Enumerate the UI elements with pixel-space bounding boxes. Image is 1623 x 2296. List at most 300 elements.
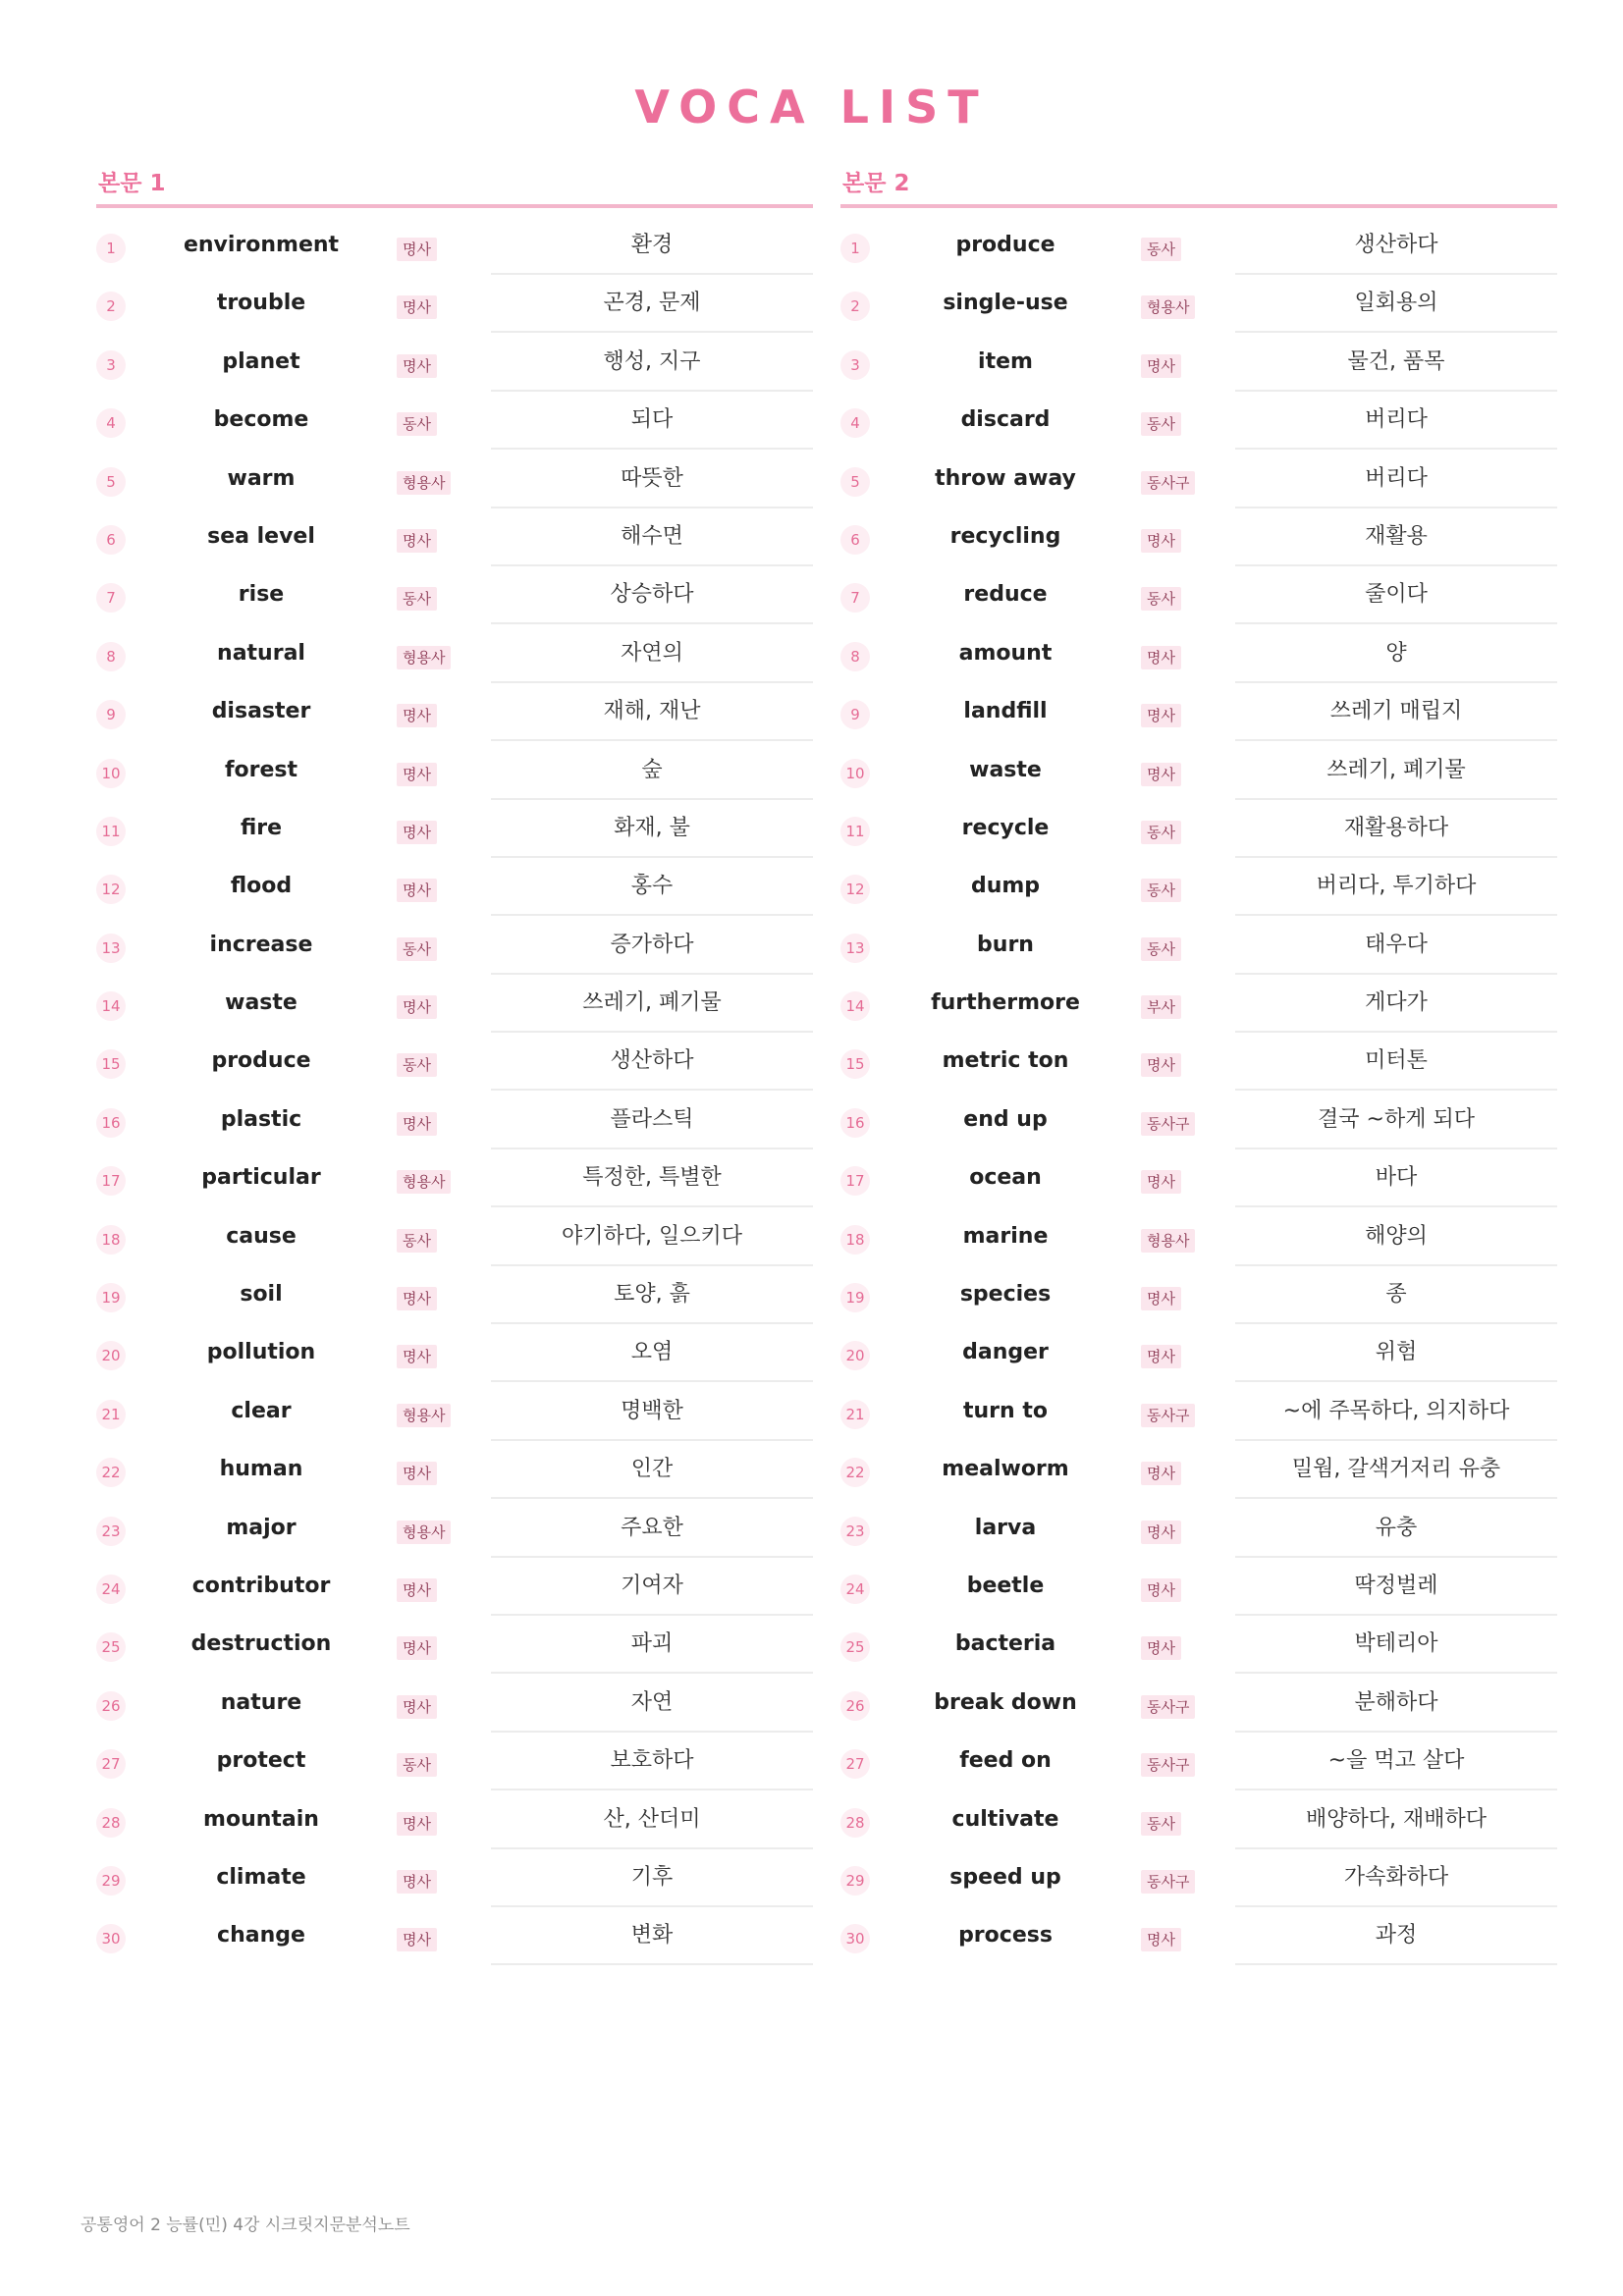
entry-number: 24 bbox=[840, 1575, 870, 1604]
vocab-row bbox=[840, 1792, 1557, 1850]
vocab-meaning: 밀웜, 갈색거저리 유충 bbox=[1235, 1442, 1557, 1499]
section-heading: 본문 2 bbox=[840, 165, 1557, 208]
vocab-row bbox=[96, 1501, 813, 1559]
vocab-row bbox=[96, 743, 813, 801]
entry-number: 15 bbox=[840, 1049, 870, 1079]
vocab-row bbox=[96, 1559, 813, 1617]
entry-number: 30 bbox=[96, 1924, 126, 1953]
vocab-row bbox=[840, 1442, 1557, 1500]
entry-number: 7 bbox=[96, 583, 126, 613]
vocab-row bbox=[96, 626, 813, 684]
vocab-row bbox=[840, 1734, 1557, 1791]
part-of-speech-badge: 명사 bbox=[397, 704, 437, 727]
vocab-row bbox=[96, 452, 813, 509]
part-of-speech-badge: 명사 bbox=[397, 1695, 437, 1719]
entry-number: 18 bbox=[96, 1225, 126, 1255]
vocab-row bbox=[840, 801, 1557, 859]
vocab-row bbox=[840, 1617, 1557, 1675]
vocab-meaning: 쓰레기, 폐기물 bbox=[1235, 743, 1557, 800]
vocab-row bbox=[96, 1850, 813, 1908]
section-1 bbox=[96, 165, 813, 1967]
vocab-meaning: 가속화하다 bbox=[1235, 1850, 1557, 1907]
entry-number: 5 bbox=[96, 467, 126, 497]
part-of-speech-badge: 명사 bbox=[397, 1870, 437, 1894]
vocab-meaning: 상승하다 bbox=[491, 567, 813, 624]
vocab-meaning: 버리다 bbox=[1235, 452, 1557, 508]
part-of-speech-badge: 명사 bbox=[397, 238, 437, 261]
vocab-row bbox=[96, 1325, 813, 1383]
vocab-meaning: 박테리아 bbox=[1235, 1617, 1557, 1674]
part-of-speech-badge: 동사 bbox=[1141, 1812, 1181, 1836]
entry-number: 26 bbox=[96, 1691, 126, 1721]
vocab-row bbox=[96, 276, 813, 334]
vocab-word: amount bbox=[958, 640, 1053, 666]
entry-number: 23 bbox=[96, 1517, 126, 1546]
vocab-row bbox=[96, 1209, 813, 1267]
vocab-row bbox=[96, 1442, 813, 1500]
vocab-meaning: 환경 bbox=[491, 218, 813, 275]
part-of-speech-badge: 명사 bbox=[397, 1112, 437, 1136]
vocab-word: destruction bbox=[190, 1631, 332, 1657]
footer-source: 공통영어 2 능률(민) 4강 시크릿지문분석노트 bbox=[81, 2216, 410, 2235]
vocab-word: turn to bbox=[963, 1398, 1048, 1423]
vocab-word: dump bbox=[970, 874, 1041, 899]
entry-number: 10 bbox=[96, 759, 126, 788]
vocab-word: mountain bbox=[203, 1806, 319, 1832]
vocab-word: marine bbox=[962, 1223, 1049, 1249]
vocab-meaning: ~에 주목하다, 의지하다 bbox=[1235, 1384, 1557, 1441]
vocab-word: nature bbox=[220, 1689, 302, 1715]
vocab-word: discard bbox=[960, 407, 1051, 433]
entry-number: 17 bbox=[840, 1166, 870, 1196]
entry-number: 4 bbox=[96, 408, 126, 438]
vocab-row bbox=[840, 1034, 1557, 1092]
part-of-speech-badge: 명사 bbox=[397, 529, 437, 553]
entry-number: 20 bbox=[840, 1341, 870, 1370]
part-of-speech-badge: 명사 bbox=[397, 1462, 437, 1485]
vocab-row bbox=[840, 1325, 1557, 1383]
vocab-word: disaster bbox=[211, 699, 311, 724]
vocab-row bbox=[96, 1267, 813, 1325]
entry-number: 19 bbox=[840, 1283, 870, 1312]
vocab-meaning: 종 bbox=[1235, 1267, 1557, 1324]
vocab-meaning: 생산하다 bbox=[491, 1034, 813, 1091]
vocab-meaning: 특정한, 특별한 bbox=[491, 1150, 813, 1207]
vocab-word: reduce bbox=[963, 582, 1048, 608]
vocab-row bbox=[96, 684, 813, 742]
vocab-word: waste bbox=[225, 990, 298, 1016]
vocab-meaning: 주요한 bbox=[491, 1501, 813, 1558]
vocab-meaning: 숲 bbox=[491, 743, 813, 800]
vocab-meaning: 버리다, 투기하다 bbox=[1235, 859, 1557, 916]
part-of-speech-badge: 동사구 bbox=[1141, 1112, 1195, 1136]
entry-number: 17 bbox=[96, 1166, 126, 1196]
vocab-row bbox=[840, 1908, 1557, 1966]
part-of-speech-badge: 명사 bbox=[397, 821, 437, 844]
entry-number: 26 bbox=[840, 1691, 870, 1721]
entry-number: 20 bbox=[96, 1341, 126, 1370]
vocab-word: warm bbox=[227, 465, 296, 491]
vocab-meaning: 결국 ~하게 되다 bbox=[1235, 1093, 1557, 1149]
vocab-meaning: 위험 bbox=[1235, 1325, 1557, 1382]
vocab-meaning: 일회용의 bbox=[1235, 276, 1557, 333]
vocab-meaning: 배양하다, 재배하다 bbox=[1235, 1792, 1557, 1849]
vocab-row bbox=[840, 626, 1557, 684]
vocab-meaning: 되다 bbox=[491, 393, 813, 450]
part-of-speech-badge: 명사 bbox=[1141, 704, 1181, 727]
entry-number: 10 bbox=[840, 759, 870, 788]
page-title: VOCA LIST bbox=[634, 80, 989, 133]
entry-number: 16 bbox=[840, 1108, 870, 1138]
vocab-word: end up bbox=[963, 1106, 1048, 1132]
vocab-meaning: 재해, 재난 bbox=[491, 684, 813, 741]
vocab-word: break down bbox=[934, 1689, 1077, 1715]
vocab-word: human bbox=[219, 1457, 303, 1482]
part-of-speech-badge: 동사구 bbox=[1141, 471, 1195, 495]
vocab-word: speed up bbox=[949, 1864, 1061, 1890]
vocab-word: rise bbox=[238, 582, 285, 608]
vocab-word: environment bbox=[183, 233, 340, 257]
entry-number: 16 bbox=[96, 1108, 126, 1138]
entry-number: 8 bbox=[96, 642, 126, 671]
vocab-row bbox=[840, 1384, 1557, 1442]
vocab-row bbox=[840, 1676, 1557, 1734]
vocab-meaning: 재활용하다 bbox=[1235, 801, 1557, 858]
vocab-word: danger bbox=[962, 1340, 1049, 1365]
section-2 bbox=[840, 165, 1557, 1967]
vocab-row bbox=[840, 1559, 1557, 1617]
part-of-speech-badge: 동사 bbox=[1141, 821, 1181, 844]
entry-number: 13 bbox=[96, 934, 126, 963]
vocab-row bbox=[840, 1209, 1557, 1267]
vocab-row bbox=[840, 218, 1557, 276]
entry-number: 5 bbox=[840, 467, 870, 497]
vocab-row bbox=[96, 1734, 813, 1791]
vocab-row bbox=[96, 976, 813, 1034]
part-of-speech-badge: 명사 bbox=[1141, 1636, 1181, 1660]
vocab-row bbox=[840, 1093, 1557, 1150]
part-of-speech-badge: 명사 bbox=[1141, 1578, 1181, 1602]
entry-number: 29 bbox=[840, 1866, 870, 1896]
vocab-row bbox=[840, 1850, 1557, 1908]
vocab-word: particular bbox=[201, 1165, 321, 1191]
entry-number: 28 bbox=[96, 1808, 126, 1838]
entry-number: 21 bbox=[840, 1400, 870, 1429]
entry-number: 2 bbox=[96, 292, 126, 321]
vocab-word: metric ton bbox=[942, 1048, 1069, 1074]
vocab-row bbox=[96, 1034, 813, 1092]
vocab-row bbox=[96, 918, 813, 976]
vocab-word: larva bbox=[974, 1515, 1037, 1540]
entry-number: 19 bbox=[96, 1283, 126, 1312]
vocab-word: clear bbox=[231, 1398, 292, 1423]
vocab-word: throw away bbox=[935, 465, 1076, 491]
part-of-speech-badge: 형용사 bbox=[397, 1521, 451, 1544]
part-of-speech-badge: 명사 bbox=[1141, 646, 1181, 669]
vocab-word: soil bbox=[240, 1282, 283, 1308]
vocab-meaning: 과정 bbox=[1235, 1908, 1557, 1965]
vocab-meaning: 재활용 bbox=[1235, 509, 1557, 566]
part-of-speech-badge: 명사 bbox=[1141, 1053, 1181, 1077]
vocab-word: ocean bbox=[969, 1165, 1042, 1191]
entry-number: 3 bbox=[96, 350, 126, 380]
vocab-word: natural bbox=[217, 640, 305, 666]
vocab-word: bacteria bbox=[954, 1631, 1056, 1657]
vocab-row bbox=[96, 1617, 813, 1675]
entry-number: 25 bbox=[840, 1632, 870, 1662]
part-of-speech-badge: 명사 bbox=[397, 1928, 437, 1951]
vocab-meaning: 보호하다 bbox=[491, 1734, 813, 1790]
vocab-word: recycle bbox=[961, 815, 1050, 840]
vocab-word: pollution bbox=[206, 1340, 316, 1365]
vocab-row bbox=[96, 335, 813, 393]
entry-number: 25 bbox=[96, 1632, 126, 1662]
entry-number: 7 bbox=[840, 583, 870, 613]
part-of-speech-badge: 명사 bbox=[397, 1287, 437, 1310]
entry-number: 14 bbox=[96, 991, 126, 1021]
part-of-speech-badge: 동사구 bbox=[1141, 1695, 1195, 1719]
vocab-meaning: 버리다 bbox=[1235, 393, 1557, 450]
vocab-meaning: 야기하다, 일으키다 bbox=[491, 1209, 813, 1266]
vocab-meaning: 태우다 bbox=[1235, 918, 1557, 975]
vocab-word: climate bbox=[216, 1864, 306, 1890]
vocab-word: beetle bbox=[966, 1573, 1045, 1598]
vocab-meaning: 바다 bbox=[1235, 1150, 1557, 1207]
vocab-word: change bbox=[217, 1923, 305, 1949]
part-of-speech-badge: 동사 bbox=[397, 1053, 437, 1077]
vocab-word: burn bbox=[977, 932, 1034, 957]
vocab-row bbox=[96, 567, 813, 625]
vocab-word: major bbox=[226, 1515, 297, 1540]
vocab-meaning: 자연 bbox=[491, 1676, 813, 1733]
part-of-speech-badge: 명사 bbox=[1141, 1287, 1181, 1310]
vocab-meaning: 쓰레기, 폐기물 bbox=[491, 976, 813, 1033]
vocab-row bbox=[840, 743, 1557, 801]
part-of-speech-badge: 형용사 bbox=[397, 1404, 451, 1427]
vocab-row bbox=[96, 393, 813, 451]
entry-number: 9 bbox=[840, 700, 870, 729]
vocab-meaning: 증가하다 bbox=[491, 918, 813, 975]
entry-number: 12 bbox=[96, 875, 126, 904]
vocab-meaning: 해수면 bbox=[491, 509, 813, 566]
entry-number: 21 bbox=[96, 1400, 126, 1429]
part-of-speech-badge: 동사 bbox=[1141, 238, 1181, 261]
part-of-speech-badge: 명사 bbox=[397, 1812, 437, 1836]
vocab-word: single-use bbox=[943, 291, 1068, 316]
part-of-speech-badge: 명사 bbox=[397, 295, 437, 319]
vocab-meaning: ~을 먹고 살다 bbox=[1235, 1734, 1557, 1790]
vocab-word: plastic bbox=[220, 1106, 302, 1132]
vocab-word: cause bbox=[226, 1223, 297, 1249]
part-of-speech-badge: 형용사 bbox=[397, 1170, 451, 1194]
vocab-meaning: 홍수 bbox=[491, 859, 813, 916]
vocab-word: recycling bbox=[949, 523, 1061, 549]
vocab-meaning: 물건, 품목 bbox=[1235, 335, 1557, 392]
vocab-meaning: 변화 bbox=[491, 1908, 813, 1965]
entry-number: 8 bbox=[840, 642, 870, 671]
entry-number: 12 bbox=[840, 875, 870, 904]
vocab-word: protect bbox=[216, 1748, 306, 1774]
vocab-meaning: 화재, 불 bbox=[491, 801, 813, 858]
part-of-speech-badge: 명사 bbox=[1141, 1170, 1181, 1194]
entry-number: 15 bbox=[96, 1049, 126, 1079]
vocab-row bbox=[840, 1150, 1557, 1208]
vocab-meaning: 파괴 bbox=[491, 1617, 813, 1674]
vocab-row bbox=[96, 509, 813, 567]
part-of-speech-badge: 명사 bbox=[397, 879, 437, 902]
entry-number: 1 bbox=[96, 234, 126, 263]
vocab-row bbox=[840, 335, 1557, 393]
vocab-meaning: 분해하다 bbox=[1235, 1676, 1557, 1733]
vocab-row bbox=[840, 918, 1557, 976]
vocab-row bbox=[840, 1267, 1557, 1325]
vocab-meaning: 따뜻한 bbox=[491, 452, 813, 508]
vocab-meaning: 행성, 지구 bbox=[491, 335, 813, 392]
vocab-meaning: 미터톤 bbox=[1235, 1034, 1557, 1091]
vocab-row bbox=[840, 684, 1557, 742]
entry-number: 2 bbox=[840, 292, 870, 321]
part-of-speech-badge: 동사 bbox=[397, 937, 437, 961]
vocab-meaning: 오염 bbox=[491, 1325, 813, 1382]
part-of-speech-badge: 명사 bbox=[1141, 1928, 1181, 1951]
entry-number: 9 bbox=[96, 700, 126, 729]
part-of-speech-badge: 명사 bbox=[1141, 1462, 1181, 1485]
vocab-word: process bbox=[958, 1923, 1053, 1949]
entry-number: 1 bbox=[840, 234, 870, 263]
vocab-list bbox=[840, 218, 1557, 1967]
entry-number: 22 bbox=[840, 1458, 870, 1487]
entry-number: 3 bbox=[840, 350, 870, 380]
part-of-speech-badge: 명사 bbox=[397, 1345, 437, 1368]
part-of-speech-badge: 동사 bbox=[1141, 879, 1181, 902]
vocab-word: species bbox=[959, 1282, 1052, 1308]
vocab-row bbox=[96, 859, 813, 917]
entry-number: 27 bbox=[96, 1749, 126, 1779]
vocab-meaning: 줄이다 bbox=[1235, 567, 1557, 624]
vocab-word: produce bbox=[211, 1048, 311, 1074]
part-of-speech-badge: 명사 bbox=[397, 354, 437, 378]
vocab-row bbox=[840, 567, 1557, 625]
part-of-speech-badge: 명사 bbox=[1141, 529, 1181, 553]
part-of-speech-badge: 명사 bbox=[1141, 354, 1181, 378]
vocab-word: produce bbox=[955, 233, 1055, 257]
vocab-word: flood bbox=[230, 874, 293, 899]
vocab-word: item bbox=[978, 348, 1033, 374]
part-of-speech-badge: 명사 bbox=[397, 1636, 437, 1660]
vocab-word: waste bbox=[969, 757, 1042, 782]
entry-number: 6 bbox=[96, 525, 126, 555]
vocab-meaning: 곤경, 문제 bbox=[491, 276, 813, 333]
part-of-speech-badge: 부사 bbox=[1141, 995, 1181, 1019]
vocab-word: forest bbox=[224, 757, 298, 782]
vocab-meaning: 플라스틱 bbox=[491, 1093, 813, 1149]
vocab-row bbox=[96, 801, 813, 859]
vocab-row bbox=[96, 1150, 813, 1208]
vocab-word: landfill bbox=[963, 699, 1048, 724]
vocab-row bbox=[840, 452, 1557, 509]
part-of-speech-badge: 명사 bbox=[1141, 763, 1181, 786]
vocab-meaning: 명백한 bbox=[491, 1384, 813, 1441]
vocab-meaning: 게다가 bbox=[1235, 976, 1557, 1033]
entry-number: 24 bbox=[96, 1575, 126, 1604]
part-of-speech-badge: 형용사 bbox=[1141, 1229, 1195, 1253]
vocab-row bbox=[840, 1501, 1557, 1559]
vocab-meaning: 해양의 bbox=[1235, 1209, 1557, 1266]
vocab-word: mealworm bbox=[942, 1457, 1069, 1482]
part-of-speech-badge: 명사 bbox=[397, 995, 437, 1019]
vocab-meaning: 기여자 bbox=[491, 1559, 813, 1616]
vocab-word: planet bbox=[222, 348, 300, 374]
section-heading: 본문 1 bbox=[96, 165, 813, 208]
vocab-meaning: 자연의 bbox=[491, 626, 813, 683]
part-of-speech-badge: 동사 bbox=[397, 412, 437, 436]
part-of-speech-badge: 동사구 bbox=[1141, 1870, 1195, 1894]
part-of-speech-badge: 동사 bbox=[1141, 937, 1181, 961]
part-of-speech-badge: 동사 bbox=[1141, 412, 1181, 436]
vocab-meaning: 생산하다 bbox=[1235, 218, 1557, 275]
vocab-meaning: 기후 bbox=[491, 1850, 813, 1907]
vocab-row bbox=[96, 1093, 813, 1150]
part-of-speech-badge: 동사 bbox=[1141, 587, 1181, 611]
vocab-row bbox=[96, 1908, 813, 1966]
entry-number: 4 bbox=[840, 408, 870, 438]
part-of-speech-badge: 형용사 bbox=[1141, 295, 1195, 319]
part-of-speech-badge: 동사 bbox=[397, 1753, 437, 1777]
part-of-speech-badge: 명사 bbox=[397, 763, 437, 786]
vocab-meaning: 딱정벌레 bbox=[1235, 1559, 1557, 1616]
entry-number: 14 bbox=[840, 991, 870, 1021]
part-of-speech-badge: 형용사 bbox=[397, 471, 451, 495]
vocab-row bbox=[840, 276, 1557, 334]
part-of-speech-badge: 동사 bbox=[397, 587, 437, 611]
vocab-word: trouble bbox=[216, 291, 306, 316]
vocab-word: furthermore bbox=[931, 990, 1080, 1016]
entry-number: 28 bbox=[840, 1808, 870, 1838]
vocab-meaning: 토양, 흙 bbox=[491, 1267, 813, 1324]
entry-number: 29 bbox=[96, 1866, 126, 1896]
entry-number: 23 bbox=[840, 1517, 870, 1546]
part-of-speech-badge: 명사 bbox=[1141, 1521, 1181, 1544]
vocab-meaning: 인간 bbox=[491, 1442, 813, 1499]
vocab-row bbox=[840, 976, 1557, 1034]
part-of-speech-badge: 동사 bbox=[397, 1229, 437, 1253]
vocab-row bbox=[96, 1676, 813, 1734]
vocab-meaning: 산, 산더미 bbox=[491, 1792, 813, 1849]
vocab-word: sea level bbox=[207, 523, 315, 549]
entry-number: 27 bbox=[840, 1749, 870, 1779]
vocab-word: contributor bbox=[191, 1573, 331, 1598]
vocab-row bbox=[96, 218, 813, 276]
part-of-speech-badge: 동사구 bbox=[1141, 1404, 1195, 1427]
vocab-meaning: 쓰레기 매립지 bbox=[1235, 684, 1557, 741]
vocab-row bbox=[96, 1384, 813, 1442]
entry-number: 6 bbox=[840, 525, 870, 555]
entry-number: 30 bbox=[840, 1924, 870, 1953]
part-of-speech-badge: 동사구 bbox=[1141, 1753, 1195, 1777]
vocab-word: fire bbox=[240, 815, 283, 840]
entry-number: 11 bbox=[840, 817, 870, 846]
vocab-row bbox=[840, 859, 1557, 917]
vocab-meaning: 양 bbox=[1235, 626, 1557, 683]
entry-number: 22 bbox=[96, 1458, 126, 1487]
vocab-word: cultivate bbox=[951, 1806, 1059, 1832]
part-of-speech-badge: 명사 bbox=[397, 1578, 437, 1602]
vocab-word: feed on bbox=[959, 1748, 1052, 1774]
entry-number: 13 bbox=[840, 934, 870, 963]
vocab-row bbox=[840, 393, 1557, 451]
entry-number: 18 bbox=[840, 1225, 870, 1255]
part-of-speech-badge: 명사 bbox=[1141, 1345, 1181, 1368]
